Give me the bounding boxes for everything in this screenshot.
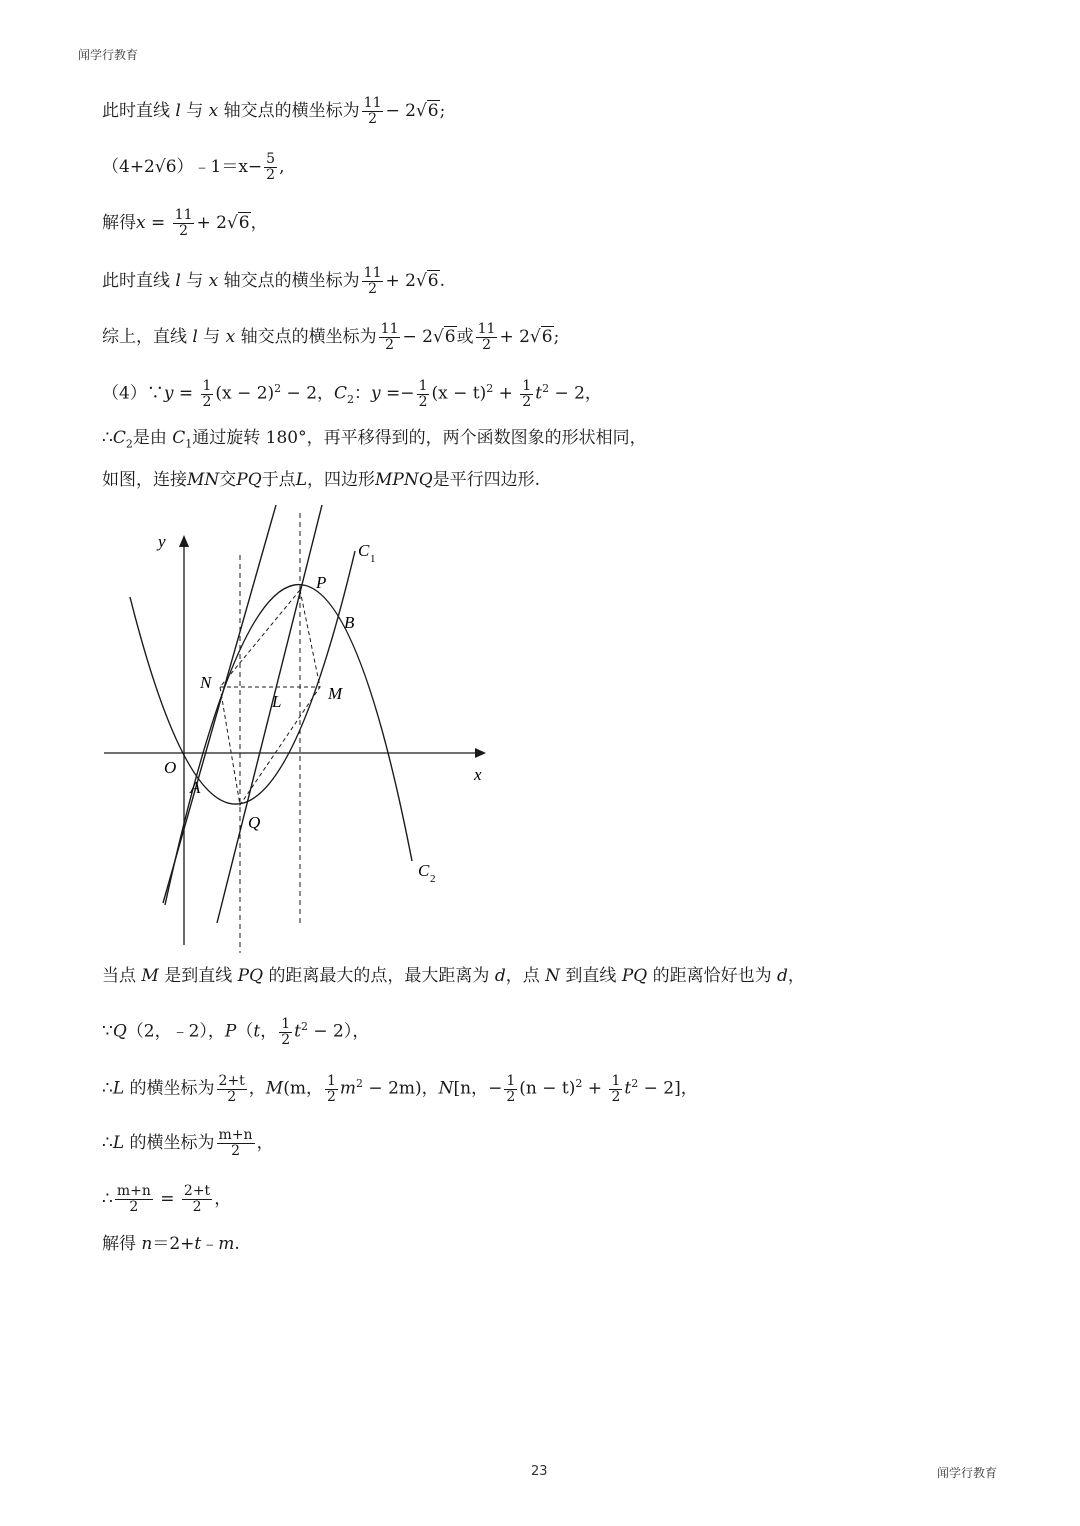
label-c1: C <box>358 541 370 560</box>
fraction: $\frac{2+t}{2}$ <box>218 1072 245 1105</box>
text-line-4: 此时直线 l 与 x 轴交点的横坐标为 $\frac{11}{2}$ + 2√6. <box>102 265 446 297</box>
function-graph-figure <box>100 505 500 955</box>
text-line-9: 当点 M 是到直线 PQ 的距离最大的点，最大距离为 d，点 N 到直线 PQ 的距离恰好也为 d， <box>102 966 805 986</box>
text-line-1: 此时直线 l 与 x 轴交点的横坐标为 $\frac{11}{2}$ − 2√6; <box>102 95 446 127</box>
fraction: $\frac{11}{2}$ <box>174 207 193 239</box>
label-q: Q <box>248 813 261 832</box>
fraction: $\frac{11}{2}$ <box>380 321 399 353</box>
text-line-14: 解得 n＝2+t﹣m. <box>102 1234 240 1254</box>
label-m: M <box>328 684 343 703</box>
text-line-13: ∴ $\frac{m+n}{2}$ = $\frac{2+t}{2}$ ， <box>102 1183 232 1215</box>
x-axis-arrow <box>475 748 486 758</box>
label-y: y <box>158 532 166 551</box>
fraction: $\frac{m+n}{2}$ <box>218 1127 253 1159</box>
page-number: 23 <box>531 1464 548 1479</box>
text-line-12: ∴L 的横坐标为 $\frac{m+n}{2}$ ， <box>102 1127 274 1159</box>
text-line-11: ∴L 的横坐标为 $\frac{2+t}{2}$ ，M(m， $\frac{1}{2}$ $m^2 - 2m$)，N[n，− $\frac{1}{2}$ $(n - t)^2$ + $\frac{1}{2}$ $t^2 - 2$]， <box>102 1072 698 1105</box>
y-axis-arrow <box>179 535 189 547</box>
label-l: L <box>272 692 282 711</box>
label-c1-sub: 1 <box>370 553 376 565</box>
text-line-8: 如图，连接MN交PQ于点L，四边形MPNQ是平行四边形. <box>102 470 541 490</box>
fraction: $\frac{1}{2}$ <box>418 377 428 410</box>
label-c2: C <box>418 861 430 880</box>
fraction: $\frac{1}{2}$ <box>522 377 532 410</box>
fraction: $\frac{5}{2}$ <box>266 151 276 183</box>
fraction: $\frac{1}{2}$ <box>326 1072 336 1105</box>
text-line-5: 综上，直线 l 与 x 轴交点的横坐标为 $\frac{11}{2}$ − 2√6或 $\frac{11}{2}$ + 2√6; <box>102 321 560 353</box>
line-through-a-b <box>163 505 276 903</box>
parallelogram-mpnq <box>220 590 320 805</box>
label-a: A <box>190 778 201 797</box>
fraction: $\frac{1}{2}$ <box>281 1015 291 1048</box>
fraction: $\frac{11}{2}$ <box>477 321 496 353</box>
curve-c2 <box>165 585 412 905</box>
footer-brand: 闻学行教育 <box>937 1466 998 1480</box>
fraction: $\frac{11}{2}$ <box>363 95 382 127</box>
label-x: x <box>474 765 482 784</box>
text-line-7: $\therefore C_2$是由 $C_1$通过旋转 180°，再平移得到的，两个函数图象的形状相同， <box>102 428 647 451</box>
label-c2-sub: 2 <box>430 873 436 885</box>
label-b: B <box>344 613 355 632</box>
label-o: O <box>164 758 177 777</box>
label-p: P <box>316 573 327 592</box>
text-line-10: ∵Q（2，﹣2），P（t， $\frac{1}{2}$ $t^2 - 2$）， <box>102 1015 370 1048</box>
header-brand: 闻学行教育 <box>78 48 139 62</box>
fraction: $\frac{1}{2}$ <box>611 1072 621 1105</box>
text-line-2: （4+2√6）﹣1＝x− $\frac{5}{2}$ , <box>102 151 285 183</box>
fraction: $\frac{2+t}{2}$ <box>183 1183 211 1215</box>
fraction: $\frac{1}{2}$ <box>506 1072 516 1105</box>
text-line-3: 解得x = $\frac{11}{2}$ + 2√6， <box>102 207 268 239</box>
label-n: N <box>200 673 212 692</box>
fraction: $\frac{m+n}{2}$ <box>116 1183 151 1215</box>
text-line-6: （4）∵y = $\frac{1}{2}$ $(x - 2)^2 - 2$，$C_2$：y =− $\frac{1}{2}$ $(x - t)^2$ + $\frac{1}{2}$ $t^2 - 2$， <box>102 377 602 410</box>
fraction: $\frac{11}{2}$ <box>363 265 382 297</box>
fraction: $\frac{1}{2}$ <box>202 377 212 410</box>
